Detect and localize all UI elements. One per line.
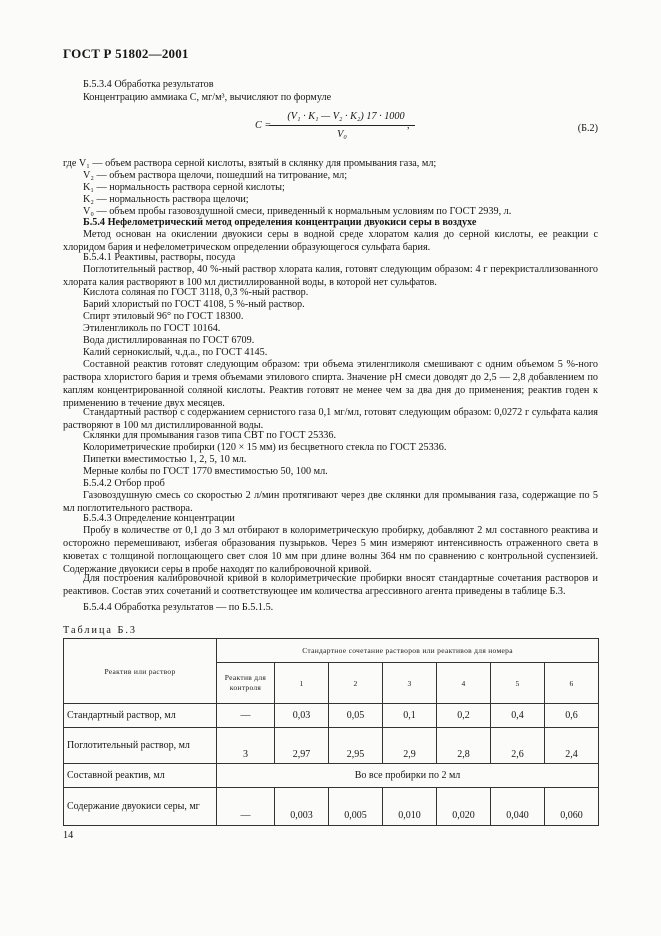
section-b54-heading: Б.5.4 Нефелометрический метод определения концентрации двуокиси серы в воздухе <box>83 217 477 228</box>
formula-comma: , <box>407 120 410 131</box>
table-caption: Таблица Б.3 <box>63 625 137 636</box>
merged-cell: Во все пробирки по 2 мл <box>217 764 599 788</box>
fraction-bar <box>269 125 415 126</box>
cell: 0,020 <box>437 788 491 826</box>
concentration-intro: Концентрацию аммиака С, мг/м³, вычисляют по формуле <box>83 92 332 103</box>
reagent-water: Вода дистиллированная по ГОСТ 6709. <box>83 335 255 346</box>
cell: 2,8 <box>437 728 491 764</box>
legend-v1: где V₁ — объем раствора серной кислоты, взятый в склянку для промывания газа, мл; <box>63 158 437 169</box>
reagent-bacl2: Барий хлористый по ГОСТ 4108, 5 %-ный раствор. <box>83 299 305 310</box>
cell: 2,97 <box>275 728 329 764</box>
glass-tubes: Колориметрические пробирки (120 × 15 мм) из бесцветного стекла по ГОСТ 25336. <box>83 442 447 453</box>
cell: — <box>217 704 275 728</box>
reagent-ethylene-glycol: Этиленгликоль по ГОСТ 10164. <box>83 323 221 334</box>
reagent-k2so4: Калий сернокислый, ч.д.а., по ГОСТ 4145. <box>83 347 268 358</box>
table-b3 <box>63 638 599 826</box>
header-group: Стандартное сочетание растворов или реактивов для номера <box>217 639 599 663</box>
reagent-ethanol: Спирт этиловый 96° по ГОСТ 18300. <box>83 311 244 322</box>
reagent-hcl: Кислота соляная по ГОСТ 3118, 0,3 %-ный раствор. <box>83 287 309 298</box>
cell: 0,03 <box>275 704 329 728</box>
formula-denominator: V₀ <box>337 129 347 140</box>
formula-number: (Б.2) <box>577 123 598 134</box>
cell: 0,010 <box>383 788 437 826</box>
compound-reagent-paragraph: Составной реактив готовят следующим образом: три объема этиленгликоля смешивают с одним объемом 5 %-ного раствора хлористого бария и тремя объемами этилового спирта. Значение pH смеси доводят до 2,5 — 2,8 добавлением по каплям концентрированной соляной кислоты. Реактив готовят не менее чем за два дня до применения; реактив годен к применению в течение двух месяцев. <box>63 359 598 409</box>
row-label: Составной реактив, мл <box>64 764 217 788</box>
cell: 0,060 <box>545 788 599 826</box>
cell: 2,95 <box>329 728 383 764</box>
subheader-4: 4 <box>437 663 491 704</box>
row-label: Содержание двуокиси серы, мг <box>64 788 217 826</box>
cell: 0,05 <box>329 704 383 728</box>
section-b542-heading: Б.5.4.2 Отбор проб <box>83 478 165 489</box>
subheader-2: 2 <box>329 663 383 704</box>
calibration-paragraph: Для построения калибровочной кривой в колориметрические пробирки вносят стандартные сочетания растворов и реактивов. Состав этих сочетаний и соответствующее им количества агрессивного агента приведены в таблице Б.3. <box>63 573 598 597</box>
formula-numerator: (V₁ · K₁ — V₂ · K₂) 17 · 1000 <box>287 111 405 122</box>
row-label: Стандартный раствор, мл <box>64 704 217 728</box>
section-b541-heading: Б.5.4.1 Реактивы, растворы, посуда <box>83 252 236 263</box>
cell: 2,9 <box>383 728 437 764</box>
table-row <box>64 764 599 788</box>
section-b544-heading: Б.5.4.4 Обработка результатов — по Б.5.1.5. <box>83 602 274 613</box>
cell: 2,6 <box>491 728 545 764</box>
page-number: 14 <box>63 830 74 841</box>
cell: 0,003 <box>275 788 329 826</box>
absorbing-solution-paragraph: Поглотительный раствор, 40 %-ный раствор хлората калия, готовят следующим образом: 4 г перекристаллизованного хлората калия растворяют в 100 мл дистиллированной воды, в которой нет сульфатов. <box>63 264 598 288</box>
probe-paragraph: Пробу в количестве от 0,1 до 3 мл отбирают в колориметрическую пробирку, добавляют 2 мл составного реактива и осторожно перемешивают, избегая образования пузырьков. Через 5 мин измеряют интенсивность отраженного света в кюветах с толщиной поглощающего свет слоя 10 мм при длине волны 364 нм по сравнению с контрольной суспензией. Содержание двуокиси серы в пробе находят по калибровочной кривой. <box>63 525 598 575</box>
standard-solution-paragraph: Стандартный раствор с содержанием сернистого газа 0,1 мг/мл, готовят следующим образом: 0,0272 г сульфата калия растворяют в 100 мл дистиллированной воды. <box>63 407 598 431</box>
cell: 3 <box>217 728 275 764</box>
table-row <box>64 728 599 764</box>
subheader-control: Реактив для контроля <box>217 663 275 704</box>
legend-k2: K₂ — нормальность раствора щелочи; <box>83 194 249 205</box>
cell: 0,1 <box>383 704 437 728</box>
formula-lhs: C = <box>255 120 272 131</box>
document-header: ГОСТ Р 51802—2001 <box>63 46 189 61</box>
subheader-6: 6 <box>545 663 599 704</box>
legend-v2: V₂ — объем раствора щелочи, пошедший на титрование, мл; <box>83 170 348 181</box>
subheader-3: 3 <box>383 663 437 704</box>
section-b543-heading: Б.5.4.3 Определение концентрации <box>83 513 235 524</box>
table-row <box>64 788 599 826</box>
cell: 0,040 <box>491 788 545 826</box>
cell: 0,6 <box>545 704 599 728</box>
glass-flasks: Мерные колбы по ГОСТ 1770 вместимостью 50, 100 мл. <box>83 466 328 477</box>
row-label: Поглотительный раствор, мл <box>64 728 217 764</box>
subheader-5: 5 <box>491 663 545 704</box>
legend-v0: V₀ — объем пробы газовоздушной смеси, приведенный к нормальным условиям по ГОСТ 2939, л. <box>83 206 512 217</box>
table-row <box>64 704 599 728</box>
section-b534-heading: Б.5.3.4 Обработка результатов <box>83 79 214 90</box>
cell: 0,2 <box>437 704 491 728</box>
cell: 0,005 <box>329 788 383 826</box>
subheader-1: 1 <box>275 663 329 704</box>
glass-pipettes: Пипетки вместимостью 1, 2, 5, 10 мл. <box>83 454 247 465</box>
cell: 2,4 <box>545 728 599 764</box>
cell: 0,4 <box>491 704 545 728</box>
method-paragraph: Метод основан на окислении двуокиси серы в водной среде хлоратом калия до серной кислоты, ее реакции с хлоридом бария и нефелометрическом определении образующегося сульфата бария. <box>63 229 598 253</box>
sampling-paragraph: Газовоздушную смесь со скоростью 2 л/мин протягивают через две склянки для промывания газа, содержащие по 5 мл поглотительного раствора. <box>63 490 598 514</box>
legend-k1: K₁ — нормальность раствора серной кислоты; <box>83 182 285 193</box>
cell: — <box>217 788 275 826</box>
glass-washers: Склянки для промывания газов типа СВТ по ГОСТ 25336. <box>83 430 337 441</box>
header-reagent: Реактив или раствор <box>64 639 217 704</box>
